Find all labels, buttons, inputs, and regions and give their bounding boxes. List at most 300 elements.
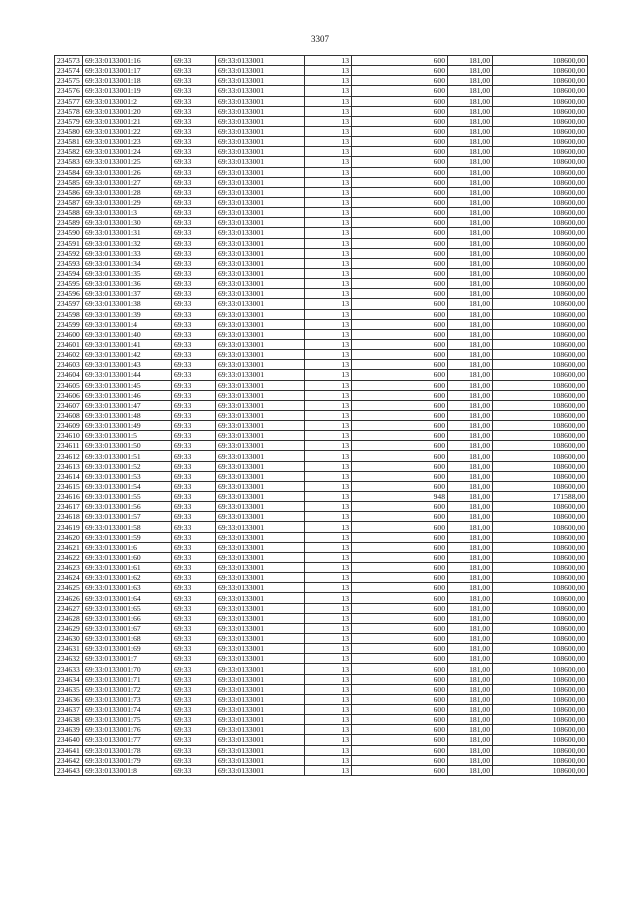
- table-row: [55, 218, 588, 228]
- record-number-cell: 234581: [55, 137, 83, 147]
- quarter-number-cell: 69:33:0133001: [216, 603, 305, 613]
- region-code-cell: 69:33: [172, 177, 216, 187]
- quarter-number-cell: 69:33:0133001: [216, 390, 305, 400]
- cadastral-number-cell: 69:33:0133001:44: [83, 370, 172, 380]
- rate-cell: 181,00: [448, 329, 493, 339]
- cadastral-number-cell: 69:33:0133001:62: [83, 573, 172, 583]
- page-number: 3307: [311, 34, 329, 44]
- cadastral-number-cell: 69:33:0133001:71: [83, 674, 172, 684]
- record-number-cell: 234573: [55, 56, 83, 66]
- region-code-cell: 69:33: [172, 390, 216, 400]
- cadastral-number-cell: 69:33:0133001:36: [83, 279, 172, 289]
- table-row: [55, 197, 588, 207]
- table-row: [55, 573, 588, 583]
- quarter-number-cell: 69:33:0133001: [216, 674, 305, 684]
- cadastral-number-cell: 69:33:0133001:47: [83, 400, 172, 410]
- region-code-cell: 69:33: [172, 492, 216, 502]
- rate-cell: 181,00: [448, 674, 493, 684]
- area-cell: 600: [352, 745, 448, 755]
- quarter-number-cell: 69:33:0133001: [216, 765, 305, 775]
- table-row: [55, 370, 588, 380]
- rate-cell: 181,00: [448, 725, 493, 735]
- record-number-cell: 234623: [55, 563, 83, 573]
- cadastral-value-cell: 108600,00: [493, 664, 588, 674]
- quarter-number-cell: 69:33:0133001: [216, 684, 305, 694]
- region-code-cell: 69:33: [172, 360, 216, 370]
- rate-cell: 181,00: [448, 421, 493, 431]
- cadastral-value-cell: 108600,00: [493, 96, 588, 106]
- area-cell: 600: [352, 542, 448, 552]
- rate-cell: 181,00: [448, 563, 493, 573]
- rate-cell: 181,00: [448, 441, 493, 451]
- area-cell: 600: [352, 573, 448, 583]
- area-cell: 600: [352, 502, 448, 512]
- category-code-cell: 13: [305, 56, 352, 66]
- area-cell: 600: [352, 664, 448, 674]
- cadastral-value-cell: 108600,00: [493, 410, 588, 420]
- record-number-cell: 234605: [55, 380, 83, 390]
- record-number-cell: 234611: [55, 441, 83, 451]
- region-code-cell: 69:33: [172, 725, 216, 735]
- cadastral-value-cell: 108600,00: [493, 715, 588, 725]
- record-number-cell: 234642: [55, 755, 83, 765]
- quarter-number-cell: 69:33:0133001: [216, 512, 305, 522]
- table-row: [55, 481, 588, 491]
- region-code-cell: 69:33: [172, 471, 216, 481]
- table-row: [55, 644, 588, 654]
- category-code-cell: 13: [305, 603, 352, 613]
- quarter-number-cell: 69:33:0133001: [216, 66, 305, 76]
- category-code-cell: 13: [305, 360, 352, 370]
- quarter-number-cell: 69:33:0133001: [216, 532, 305, 542]
- region-code-cell: 69:33: [172, 715, 216, 725]
- cadastral-value-cell: 108600,00: [493, 177, 588, 187]
- area-cell: 600: [352, 157, 448, 167]
- region-code-cell: 69:33: [172, 593, 216, 603]
- rate-cell: 181,00: [448, 106, 493, 116]
- cadastral-value-cell: 108600,00: [493, 644, 588, 654]
- cadastral-number-cell: 69:33:0133001:78: [83, 745, 172, 755]
- cadastral-value-cell: 108600,00: [493, 360, 588, 370]
- area-cell: 600: [352, 735, 448, 745]
- region-code-cell: 69:33: [172, 613, 216, 623]
- category-code-cell: 13: [305, 258, 352, 268]
- cadastral-number-cell: 69:33:0133001:52: [83, 461, 172, 471]
- record-number-cell: 234622: [55, 552, 83, 562]
- cadastral-number-cell: 69:33:0133001:25: [83, 157, 172, 167]
- quarter-number-cell: 69:33:0133001: [216, 542, 305, 552]
- quarter-number-cell: 69:33:0133001: [216, 147, 305, 157]
- record-number-cell: 234601: [55, 339, 83, 349]
- record-number-cell: 234639: [55, 725, 83, 735]
- table-row: [55, 694, 588, 704]
- rate-cell: 181,00: [448, 238, 493, 248]
- table-row: [55, 86, 588, 96]
- quarter-number-cell: 69:33:0133001: [216, 126, 305, 136]
- table-row: [55, 512, 588, 522]
- record-number-cell: 234627: [55, 603, 83, 613]
- quarter-number-cell: 69:33:0133001: [216, 471, 305, 481]
- quarter-number-cell: 69:33:0133001: [216, 96, 305, 106]
- cadastral-number-cell: 69:33:0133001:27: [83, 177, 172, 187]
- quarter-number-cell: 69:33:0133001: [216, 350, 305, 360]
- rate-cell: 181,00: [448, 157, 493, 167]
- record-number-cell: 234628: [55, 613, 83, 623]
- cadastral-number-cell: 69:33:0133001:63: [83, 583, 172, 593]
- area-cell: 600: [352, 623, 448, 633]
- category-code-cell: 13: [305, 725, 352, 735]
- quarter-number-cell: 69:33:0133001: [216, 583, 305, 593]
- cadastral-value-cell: 108600,00: [493, 339, 588, 349]
- region-code-cell: 69:33: [172, 258, 216, 268]
- record-number-cell: 234588: [55, 208, 83, 218]
- region-code-cell: 69:33: [172, 157, 216, 167]
- area-cell: 948: [352, 492, 448, 502]
- quarter-number-cell: 69:33:0133001: [216, 339, 305, 349]
- table-row: [55, 350, 588, 360]
- table-row: [55, 187, 588, 197]
- region-code-cell: 69:33: [172, 684, 216, 694]
- quarter-number-cell: 69:33:0133001: [216, 634, 305, 644]
- area-cell: 600: [352, 350, 448, 360]
- region-code-cell: 69:33: [172, 512, 216, 522]
- area-cell: 600: [352, 603, 448, 613]
- rate-cell: 181,00: [448, 350, 493, 360]
- table-row: [55, 421, 588, 431]
- record-number-cell: 234584: [55, 167, 83, 177]
- quarter-number-cell: 69:33:0133001: [216, 248, 305, 258]
- cadastral-value-cell: 108600,00: [493, 755, 588, 765]
- category-code-cell: 13: [305, 552, 352, 562]
- area-cell: 600: [352, 755, 448, 765]
- region-code-cell: 69:33: [172, 603, 216, 613]
- category-code-cell: 13: [305, 623, 352, 633]
- area-cell: 600: [352, 279, 448, 289]
- region-code-cell: 69:33: [172, 218, 216, 228]
- region-code-cell: 69:33: [172, 56, 216, 66]
- cadastral-number-cell: 69:33:0133001:26: [83, 167, 172, 177]
- category-code-cell: 13: [305, 96, 352, 106]
- record-number-cell: 234594: [55, 268, 83, 278]
- rate-cell: 181,00: [448, 187, 493, 197]
- record-number-cell: 234603: [55, 360, 83, 370]
- quarter-number-cell: 69:33:0133001: [216, 228, 305, 238]
- cadastral-number-cell: 69:33:0133001:53: [83, 471, 172, 481]
- record-number-cell: 234579: [55, 116, 83, 126]
- cadastral-number-cell: 69:33:0133001:70: [83, 664, 172, 674]
- cadastral-value-cell: 108600,00: [493, 613, 588, 623]
- category-code-cell: 13: [305, 441, 352, 451]
- quarter-number-cell: 69:33:0133001: [216, 380, 305, 390]
- area-cell: 600: [352, 339, 448, 349]
- category-code-cell: 13: [305, 126, 352, 136]
- rate-cell: 181,00: [448, 613, 493, 623]
- rate-cell: 181,00: [448, 603, 493, 613]
- table-row: [55, 289, 588, 299]
- quarter-number-cell: 69:33:0133001: [216, 360, 305, 370]
- region-code-cell: 69:33: [172, 289, 216, 299]
- record-number-cell: 234586: [55, 187, 83, 197]
- quarter-number-cell: 69:33:0133001: [216, 725, 305, 735]
- cadastral-value-cell: 108600,00: [493, 76, 588, 86]
- cadastral-value-cell: 108600,00: [493, 137, 588, 147]
- quarter-number-cell: 69:33:0133001: [216, 522, 305, 532]
- quarter-number-cell: 69:33:0133001: [216, 400, 305, 410]
- category-code-cell: 13: [305, 238, 352, 248]
- region-code-cell: 69:33: [172, 532, 216, 542]
- registry-table-body: [55, 56, 588, 776]
- cadastral-number-cell: 69:33:0133001:48: [83, 410, 172, 420]
- category-code-cell: 13: [305, 147, 352, 157]
- category-code-cell: 13: [305, 421, 352, 431]
- table-row: [55, 309, 588, 319]
- table-row: [55, 451, 588, 461]
- region-code-cell: 69:33: [172, 350, 216, 360]
- rate-cell: 181,00: [448, 735, 493, 745]
- cadastral-number-cell: 69:33:0133001:65: [83, 603, 172, 613]
- record-number-cell: 234604: [55, 370, 83, 380]
- category-code-cell: 13: [305, 705, 352, 715]
- rate-cell: 181,00: [448, 137, 493, 147]
- region-code-cell: 69:33: [172, 370, 216, 380]
- area-cell: 600: [352, 177, 448, 187]
- table-row: [55, 431, 588, 441]
- cadastral-value-cell: 108600,00: [493, 126, 588, 136]
- category-code-cell: 13: [305, 66, 352, 76]
- cadastral-value-cell: 108600,00: [493, 309, 588, 319]
- quarter-number-cell: 69:33:0133001: [216, 431, 305, 441]
- region-code-cell: 69:33: [172, 268, 216, 278]
- record-number-cell: 234633: [55, 664, 83, 674]
- region-code-cell: 69:33: [172, 421, 216, 431]
- table-row: [55, 502, 588, 512]
- rate-cell: 181,00: [448, 147, 493, 157]
- region-code-cell: 69:33: [172, 745, 216, 755]
- rate-cell: 181,00: [448, 248, 493, 258]
- record-number-cell: 234638: [55, 715, 83, 725]
- record-number-cell: 234610: [55, 431, 83, 441]
- category-code-cell: 13: [305, 634, 352, 644]
- record-number-cell: 234625: [55, 583, 83, 593]
- cadastral-value-cell: 108600,00: [493, 329, 588, 339]
- area-cell: 600: [352, 593, 448, 603]
- category-code-cell: 13: [305, 522, 352, 532]
- category-code-cell: 13: [305, 745, 352, 755]
- area-cell: 600: [352, 644, 448, 654]
- quarter-number-cell: 69:33:0133001: [216, 623, 305, 633]
- record-number-cell: 234624: [55, 573, 83, 583]
- category-code-cell: 13: [305, 593, 352, 603]
- rate-cell: 181,00: [448, 634, 493, 644]
- cadastral-number-cell: 69:33:0133001:57: [83, 512, 172, 522]
- cadastral-value-cell: 108600,00: [493, 380, 588, 390]
- table-row: [55, 735, 588, 745]
- cadastral-value-cell: 108600,00: [493, 187, 588, 197]
- cadastral-number-cell: 69:33:0133001:50: [83, 441, 172, 451]
- area-cell: 600: [352, 765, 448, 775]
- cadastral-value-cell: 108600,00: [493, 228, 588, 238]
- rate-cell: 181,00: [448, 370, 493, 380]
- cadastral-number-cell: 69:33:0133001:30: [83, 218, 172, 228]
- rate-cell: 181,00: [448, 573, 493, 583]
- table-row: [55, 664, 588, 674]
- rate-cell: 181,00: [448, 502, 493, 512]
- category-code-cell: 13: [305, 218, 352, 228]
- record-number-cell: 234615: [55, 481, 83, 491]
- table-row: [55, 705, 588, 715]
- area-cell: 600: [352, 725, 448, 735]
- cadastral-number-cell: 69:33:0133001:76: [83, 725, 172, 735]
- quarter-number-cell: 69:33:0133001: [216, 299, 305, 309]
- cadastral-number-cell: 69:33:0133001:60: [83, 552, 172, 562]
- quarter-number-cell: 69:33:0133001: [216, 309, 305, 319]
- region-code-cell: 69:33: [172, 86, 216, 96]
- rate-cell: 181,00: [448, 705, 493, 715]
- category-code-cell: 13: [305, 644, 352, 654]
- category-code-cell: 13: [305, 167, 352, 177]
- quarter-number-cell: 69:33:0133001: [216, 167, 305, 177]
- table-row: [55, 654, 588, 664]
- category-code-cell: 13: [305, 309, 352, 319]
- region-code-cell: 69:33: [172, 735, 216, 745]
- category-code-cell: 13: [305, 329, 352, 339]
- area-cell: 600: [352, 431, 448, 441]
- region-code-cell: 69:33: [172, 238, 216, 248]
- cadastral-value-cell: 108600,00: [493, 745, 588, 755]
- record-number-cell: 234620: [55, 532, 83, 542]
- region-code-cell: 69:33: [172, 208, 216, 218]
- quarter-number-cell: 69:33:0133001: [216, 552, 305, 562]
- table-row: [55, 137, 588, 147]
- region-code-cell: 69:33: [172, 106, 216, 116]
- cadastral-number-cell: 69:33:0133001:45: [83, 380, 172, 390]
- category-code-cell: 13: [305, 674, 352, 684]
- area-cell: 600: [352, 309, 448, 319]
- rate-cell: 181,00: [448, 654, 493, 664]
- region-code-cell: 69:33: [172, 705, 216, 715]
- cadastral-number-cell: 69:33:0133001:38: [83, 299, 172, 309]
- area-cell: 600: [352, 634, 448, 644]
- cadastral-number-cell: 69:33:0133001:56: [83, 502, 172, 512]
- record-number-cell: 234616: [55, 492, 83, 502]
- region-code-cell: 69:33: [172, 116, 216, 126]
- table-row: [55, 208, 588, 218]
- category-code-cell: 13: [305, 532, 352, 542]
- category-code-cell: 13: [305, 248, 352, 258]
- record-number-cell: 234587: [55, 197, 83, 207]
- table-row: [55, 583, 588, 593]
- quarter-number-cell: 69:33:0133001: [216, 329, 305, 339]
- cadastral-value-cell: 108600,00: [493, 563, 588, 573]
- category-code-cell: 13: [305, 289, 352, 299]
- table-row: [55, 563, 588, 573]
- cadastral-number-cell: 69:33:0133001:55: [83, 492, 172, 502]
- area-cell: 600: [352, 380, 448, 390]
- quarter-number-cell: 69:33:0133001: [216, 197, 305, 207]
- region-code-cell: 69:33: [172, 431, 216, 441]
- cadastral-number-cell: 69:33:0133001:18: [83, 76, 172, 86]
- rate-cell: 181,00: [448, 481, 493, 491]
- category-code-cell: 13: [305, 492, 352, 502]
- table-row: [55, 126, 588, 136]
- region-code-cell: 69:33: [172, 664, 216, 674]
- cadastral-value-cell: 108600,00: [493, 573, 588, 583]
- cadastral-number-cell: 69:33:0133001:34: [83, 258, 172, 268]
- category-code-cell: 13: [305, 451, 352, 461]
- table-row: [55, 238, 588, 248]
- cadastral-value-cell: 108600,00: [493, 623, 588, 633]
- quarter-number-cell: 69:33:0133001: [216, 86, 305, 96]
- area-cell: 600: [352, 106, 448, 116]
- quarter-number-cell: 69:33:0133001: [216, 492, 305, 502]
- cadastral-value-cell: 108600,00: [493, 583, 588, 593]
- cadastral-number-cell: 69:33:0133001:21: [83, 116, 172, 126]
- record-number-cell: 234585: [55, 177, 83, 187]
- cadastral-number-cell: 69:33:0133001:58: [83, 522, 172, 532]
- table-row: [55, 725, 588, 735]
- rate-cell: 181,00: [448, 86, 493, 96]
- category-code-cell: 13: [305, 694, 352, 704]
- cadastral-number-cell: 69:33:0133001:6: [83, 542, 172, 552]
- category-code-cell: 13: [305, 228, 352, 238]
- table-row: [55, 471, 588, 481]
- rate-cell: 181,00: [448, 745, 493, 755]
- cadastral-number-cell: 69:33:0133001:8: [83, 765, 172, 775]
- rate-cell: 181,00: [448, 309, 493, 319]
- table-row: [55, 765, 588, 775]
- table-row: [55, 56, 588, 66]
- area-cell: 600: [352, 552, 448, 562]
- quarter-number-cell: 69:33:0133001: [216, 705, 305, 715]
- region-code-cell: 69:33: [172, 279, 216, 289]
- area-cell: 600: [352, 116, 448, 126]
- table-row: [55, 329, 588, 339]
- cadastral-number-cell: 69:33:0133001:4: [83, 319, 172, 329]
- rate-cell: 181,00: [448, 167, 493, 177]
- record-number-cell: 234617: [55, 502, 83, 512]
- table-row: [55, 684, 588, 694]
- category-code-cell: 13: [305, 664, 352, 674]
- rate-cell: 181,00: [448, 380, 493, 390]
- area-cell: 600: [352, 532, 448, 542]
- cadastral-value-cell: 108600,00: [493, 725, 588, 735]
- quarter-number-cell: 69:33:0133001: [216, 563, 305, 573]
- record-number-cell: 234635: [55, 684, 83, 694]
- category-code-cell: 13: [305, 471, 352, 481]
- quarter-number-cell: 69:33:0133001: [216, 410, 305, 420]
- area-cell: 600: [352, 258, 448, 268]
- region-code-cell: 69:33: [172, 451, 216, 461]
- category-code-cell: 13: [305, 319, 352, 329]
- quarter-number-cell: 69:33:0133001: [216, 258, 305, 268]
- rate-cell: 181,00: [448, 299, 493, 309]
- area-cell: 600: [352, 674, 448, 684]
- category-code-cell: 13: [305, 380, 352, 390]
- record-number-cell: 234608: [55, 410, 83, 420]
- category-code-cell: 13: [305, 187, 352, 197]
- cadastral-value-cell: 108600,00: [493, 705, 588, 715]
- record-number-cell: 234612: [55, 451, 83, 461]
- table-row: [55, 441, 588, 451]
- category-code-cell: 13: [305, 684, 352, 694]
- quarter-number-cell: 69:33:0133001: [216, 735, 305, 745]
- region-code-cell: 69:33: [172, 96, 216, 106]
- rate-cell: 181,00: [448, 390, 493, 400]
- area-cell: 600: [352, 684, 448, 694]
- area-cell: 600: [352, 522, 448, 532]
- cadastral-value-cell: 108600,00: [493, 248, 588, 258]
- area-cell: 600: [352, 421, 448, 431]
